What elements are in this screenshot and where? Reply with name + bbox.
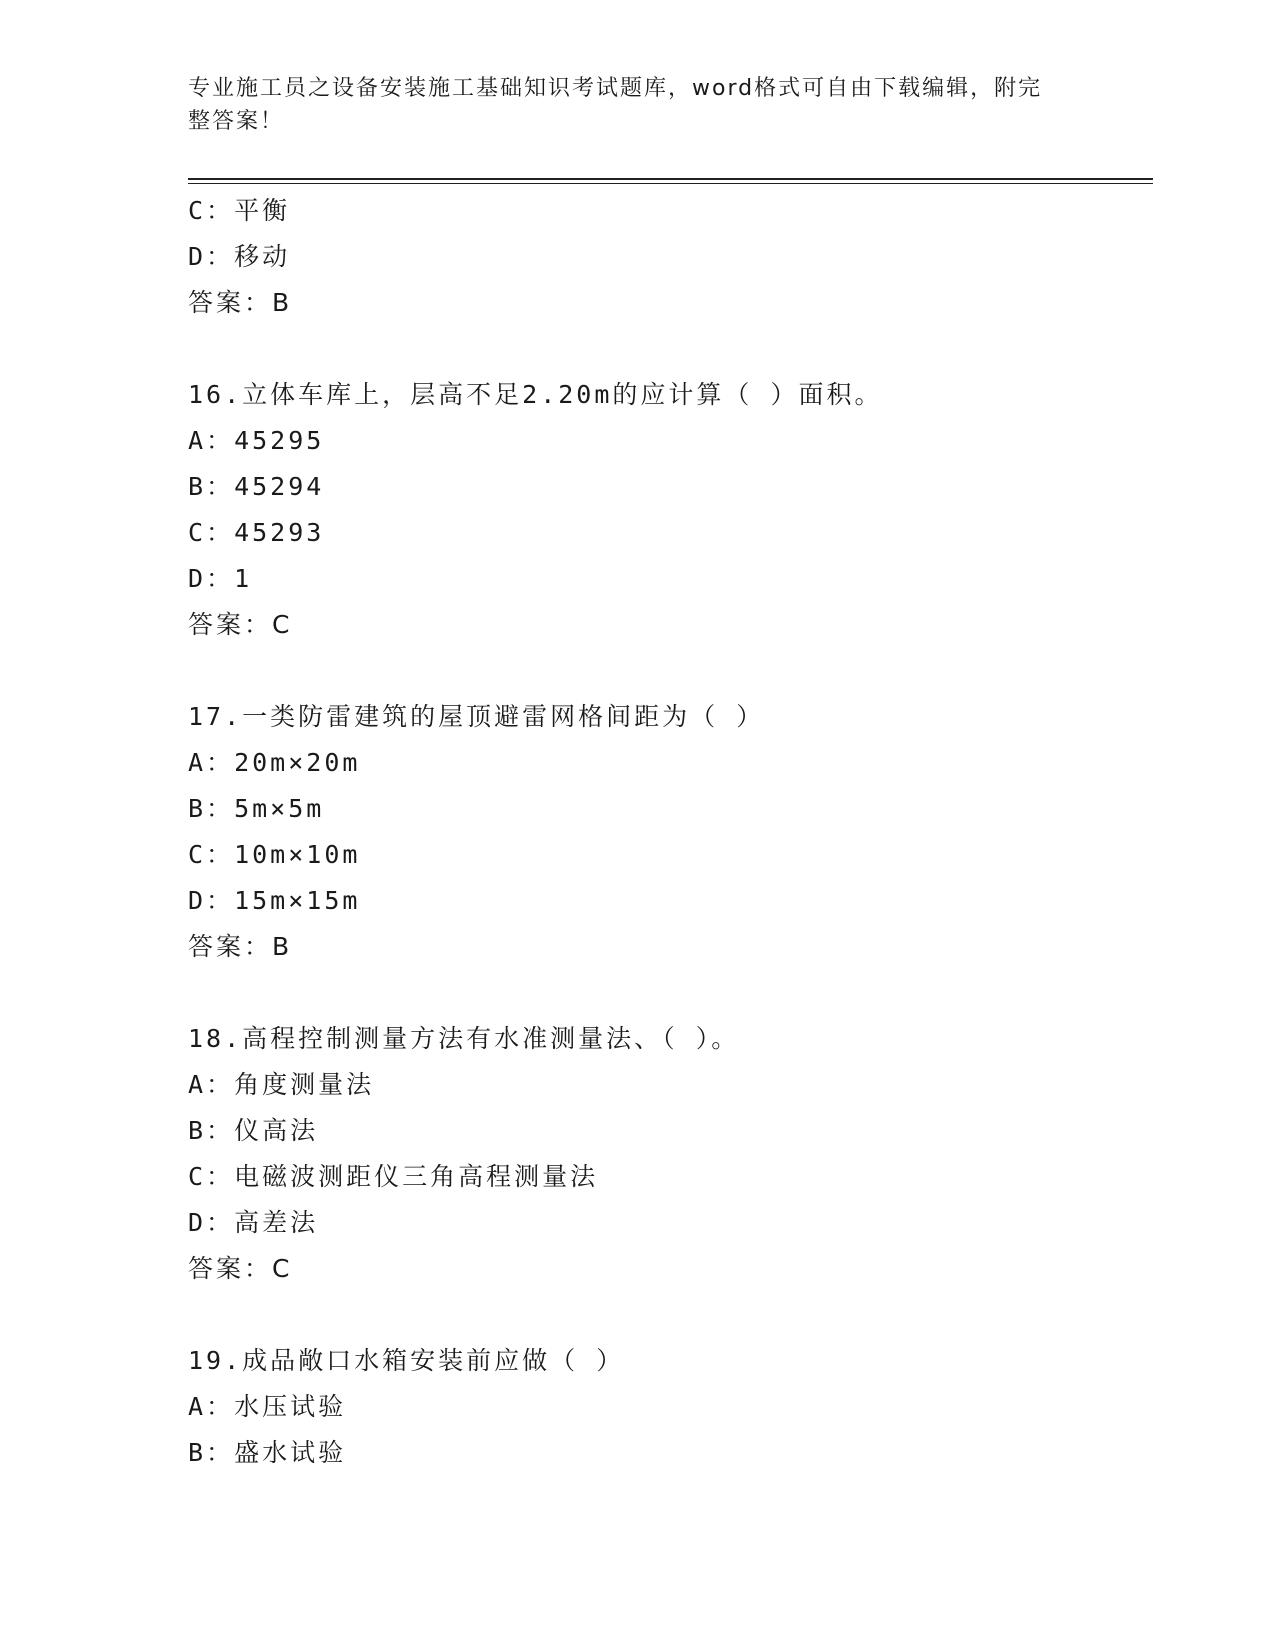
option-label: C： [188, 840, 235, 869]
option-label: B： [188, 1438, 235, 1467]
option-text: 20m×20m [234, 748, 361, 777]
answer: 答案：B [188, 288, 293, 317]
option-text: 5m×5m [234, 794, 325, 823]
option-label: D： [188, 564, 235, 593]
option-text: 盛水试验 [234, 1438, 347, 1467]
option-label: B： [188, 794, 235, 823]
option-c [188, 832, 1153, 878]
answer: 答案：C [188, 610, 293, 639]
option-label: C： [188, 196, 235, 225]
option-a [188, 1062, 1153, 1108]
option-b [188, 786, 1153, 832]
option-text: 移动 [234, 242, 291, 271]
header-divider-thin [188, 183, 1153, 184]
option-text: 45293 [234, 518, 325, 547]
option-label: D： [188, 886, 235, 915]
option-text: 1 [234, 564, 253, 593]
option-text: 10m×10m [234, 840, 361, 869]
option-label: A： [188, 1070, 235, 1099]
header-line-2: 整答案！ [188, 109, 285, 134]
option-d [188, 878, 1153, 924]
option-label: A： [188, 426, 235, 455]
option-text: 平衡 [234, 196, 291, 225]
option-c [188, 1154, 1153, 1200]
option-text: 仪高法 [234, 1116, 319, 1145]
question-stem: 18.高程控制测量方法有水准测量法、（ ）。 [188, 1024, 740, 1053]
option-text: 高差法 [234, 1208, 319, 1237]
question-stem: 16.立体车库上，层高不足2.20m的应计算（ ）面积。 [188, 380, 883, 409]
option-label: C： [188, 1162, 235, 1191]
spacer [188, 648, 1153, 694]
option-label: A： [188, 748, 235, 777]
option-label: B： [188, 1116, 235, 1145]
question-stem: 17.一类防雷建筑的屋顶避雷网格间距为（ ） [188, 702, 765, 731]
option-a [188, 418, 1153, 464]
option-a [188, 1384, 1153, 1430]
option-b [188, 1108, 1153, 1154]
answer: 答案：C [188, 1254, 293, 1283]
option-label: D： [188, 242, 235, 271]
option-d [188, 1200, 1153, 1246]
option-text: 45295 [234, 426, 325, 455]
question-17 [188, 694, 1153, 970]
option-text: 角度测量法 [234, 1070, 375, 1099]
option-d [188, 234, 1153, 280]
question-list [188, 188, 1153, 1476]
option-label: D： [188, 1208, 235, 1237]
option-a [188, 740, 1153, 786]
question-stem: 19.成品敞口水箱安装前应做（ ） [188, 1346, 625, 1375]
spacer [188, 326, 1153, 372]
answer: 答案：B [188, 932, 293, 961]
option-label: A： [188, 1392, 235, 1421]
option-d [188, 556, 1153, 602]
header-line-1: 专业施工员之设备安装施工基础知识考试题库，word格式可自由下载编辑，附完 [188, 76, 1043, 101]
spacer [188, 1292, 1153, 1338]
option-c [188, 510, 1153, 556]
question-15-tail [188, 188, 1153, 326]
option-text: 水压试验 [234, 1392, 347, 1421]
option-text: 电磁波测距仪三角高程测量法 [234, 1162, 599, 1191]
option-c [188, 188, 1153, 234]
document-header [188, 72, 1068, 138]
question-18 [188, 1016, 1153, 1292]
option-text: 45294 [234, 472, 325, 501]
option-b [188, 1430, 1153, 1476]
option-b [188, 464, 1153, 510]
option-label: B： [188, 472, 235, 501]
question-19 [188, 1338, 1153, 1476]
option-text: 15m×15m [234, 886, 361, 915]
option-label: C： [188, 518, 235, 547]
spacer [188, 970, 1153, 1016]
header-divider-thick [188, 178, 1153, 180]
question-16 [188, 372, 1153, 648]
